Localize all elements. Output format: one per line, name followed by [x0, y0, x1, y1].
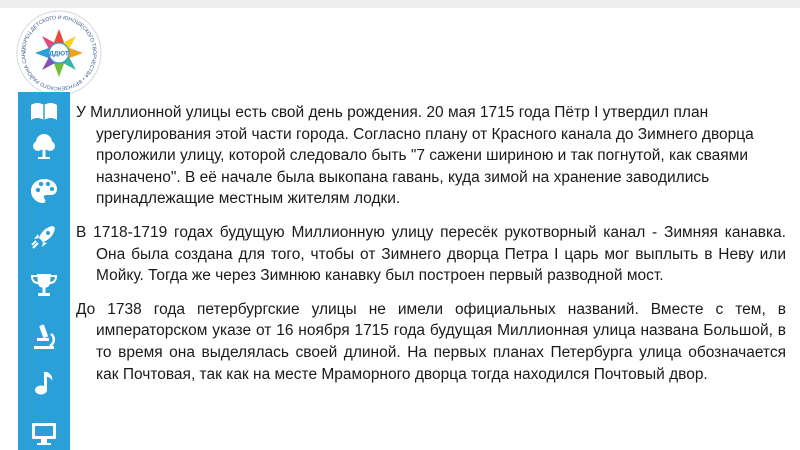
logo-name: ДДЮТ [49, 50, 69, 58]
main-text [76, 102, 786, 397]
trophy-icon [29, 270, 59, 300]
paragraph: В 1718-1719 годах будущую Миллионную улицу пересёк рукотворный канал - Зимняя канавка. Она была создана для того, чтобы от Зимнего дворца Петра I царь мог выплыть в Неву или Мойку. Тогда же через Зимнюю канавку был построен первый разводной мост. [76, 223, 786, 285]
sidebar [18, 92, 70, 450]
tree-icon [29, 132, 59, 162]
logo [14, 8, 104, 98]
rocket-icon [29, 222, 59, 252]
microscope-icon [29, 322, 59, 352]
paragraph: До 1738 года петербургские улицы не имели официальных названий. Вместе с тем, в императорском указе от 16 ноября 1715 года будущая Миллионная улица названа Большой, в то время она выделялась своей длиной. На первых планах Петербурга улица обозначается как Почтовая, так как на месте Мраморного дворца тогда находился Почтовый двор. [76, 300, 786, 383]
logo-emblem [14, 8, 104, 98]
music-note-icon [29, 368, 59, 398]
book-icon [29, 96, 59, 126]
logo-ring-text: ДВОРЕЦ ДЕТСКОГО И ЮНОШЕСКОГО ТВОРЧЕСТВА • ФРУНЗЕНСКОГО РАЙОНА САН [20, 14, 98, 92]
top-strip [0, 0, 800, 8]
paragraph: У Миллионной улицы есть свой день рождения. 20 мая 1715 года Пётр I утвердил план урегулирования этой части города. Согласно плану от Красного канала до Зимнего дворца проложили улицу, которой следовало быть "7 сажени шириною и так погнутой, как сваями назначено". В её начале была выкопана гавань, куда зимой на хранение заводились принадлежащие местным жителям лодки. [76, 104, 754, 208]
computer-icon [29, 418, 59, 448]
palette-icon [29, 176, 59, 206]
